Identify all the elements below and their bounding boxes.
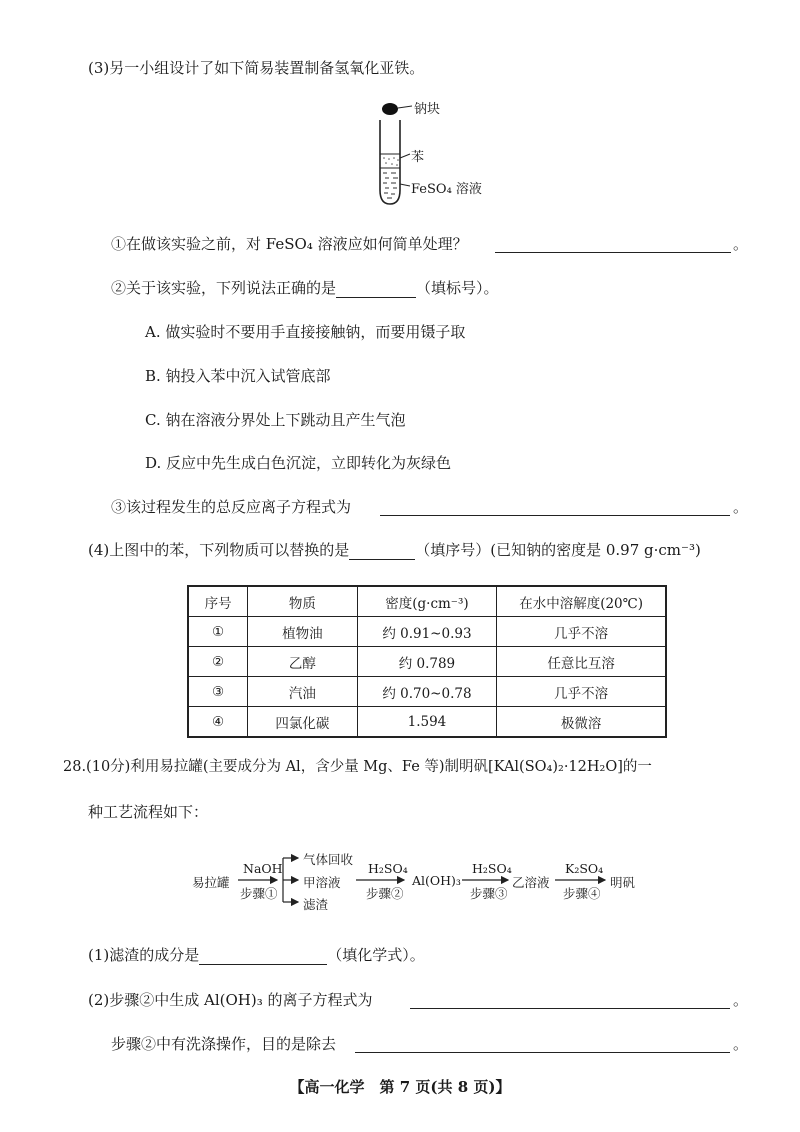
flow-reagent4: K₂SO₄: [565, 861, 604, 876]
flow-branch-bottom: 滤渣: [303, 897, 329, 912]
q27-4-text-a: (4)上图中的苯，下列物质可以替换的是: [88, 541, 350, 559]
label-sodium: 钠块: [414, 102, 441, 117]
q27-3-sub1-text: ①在做该实验之前，对 FeSO₄ 溶液应如何简单处理？: [111, 235, 468, 253]
flow-product4: 明矾: [610, 875, 636, 890]
table-cell: 植物油: [248, 617, 357, 647]
flow-branch-mid: 甲溶液: [303, 875, 341, 890]
flow-step1: 步骤①: [240, 886, 278, 901]
table-cell: 极微溶: [497, 707, 666, 738]
q27-3-sub1: [111, 234, 468, 254]
q27-3-sub2: [111, 278, 499, 298]
table-header: 在水中溶解度(20℃): [497, 586, 666, 617]
answer-blank-q28-1[interactable]: [199, 948, 327, 965]
answer-blank-sub1[interactable]: [495, 236, 731, 253]
table-row: [188, 617, 666, 647]
table-cell: 1.594: [357, 707, 497, 738]
table-cell: 约 0.91~0.93: [357, 617, 497, 647]
q27-4-text-b: （填序号）(已知钠的密度是 0.97 g·cm⁻³): [415, 541, 701, 559]
q27-3-sub3-text: ③该过程发生的总反应离子方程式为: [111, 498, 352, 516]
table-cell: 几乎不溶: [497, 677, 666, 707]
option-c: C. 钠在溶液分界处上下跳动且产生气泡: [145, 411, 406, 429]
sub1-period: 。: [733, 235, 749, 253]
table-cell: ③: [188, 677, 248, 707]
table-cell: 汽油: [248, 677, 357, 707]
table-header: 序号: [188, 586, 248, 617]
q28-1-text-b: （填化学式）。: [327, 946, 425, 964]
answer-blank-q4[interactable]: [349, 543, 415, 560]
table-cell: 约 0.789: [357, 647, 497, 677]
q28-intro-line1: 28.(10分)利用易拉罐(主要成分为 Al，含少量 Mg、Fe 等)制明矾[KAl(SO₄)₂·12H₂O]的一: [63, 759, 652, 775]
table-cell: ④: [188, 707, 248, 738]
density-table: [187, 585, 667, 738]
flow-step4: 步骤④: [563, 886, 601, 901]
page-footer: 【高一化学 第 7 页(共 8 页)】: [289, 1078, 511, 1096]
q27-3-heading: (3)另一小组设计了如下简易装置制备氢氧化亚铁。: [88, 59, 425, 77]
q28-2-period: 。: [733, 991, 749, 1009]
q28-2-text: (2)步骤②中生成 Al(OH)₃ 的离子方程式为: [88, 991, 373, 1009]
q28-2b-period: 。: [733, 1035, 749, 1053]
table-row: [188, 707, 666, 738]
table-header: 密度(g·cm⁻³): [357, 586, 497, 617]
q28-1-text-a: (1)滤渣的成分是: [88, 946, 200, 964]
table-cell: 几乎不溶: [497, 617, 666, 647]
option-b: B. 钠投入苯中沉入试管底部: [145, 367, 331, 385]
flow-product3: 乙溶液: [512, 875, 550, 890]
test-tube-icon: [380, 120, 400, 204]
flow-step2: 步骤②: [366, 886, 404, 901]
table-row: [188, 647, 666, 677]
table-cell: 约 0.70~0.78: [357, 677, 497, 707]
sub3-period: 。: [733, 498, 749, 516]
option-d: D. 反应中先生成白色沉淀，立即转化为灰绿色: [145, 454, 452, 472]
q27-3-sub2-text-a: ②关于该实验，下列说法正确的是: [111, 279, 337, 297]
flow-step3: 步骤③: [470, 886, 508, 901]
label-benzene: 苯: [411, 150, 425, 165]
q28-1-line: [88, 945, 425, 965]
answer-blank-q28-2[interactable]: [410, 992, 730, 1009]
flow-branch-top: 气体回收: [303, 852, 354, 867]
flow-reagent3: H₂SO₄: [472, 861, 512, 876]
answer-blank-sub2[interactable]: [336, 281, 416, 298]
q27-4-line: [88, 540, 701, 560]
flow-reagent1: NaOH: [243, 861, 283, 876]
table-header: 物质: [248, 586, 357, 617]
answer-blank-q28-2b[interactable]: [355, 1036, 730, 1053]
table-header-row: [188, 586, 666, 617]
table-cell: 乙醇: [248, 647, 357, 677]
label-feso4: FeSO₄ 溶液: [411, 182, 482, 197]
table-cell: ②: [188, 647, 248, 677]
q28-2b-text: 步骤②中有洗涤操作，目的是除去: [111, 1035, 337, 1053]
sodium-block-icon: [382, 103, 398, 115]
flow-reagent2: H₂SO₄: [368, 861, 408, 876]
table-row: [188, 677, 666, 707]
flow-product2: Al(OH)₃: [412, 873, 461, 888]
option-a: A. 做实验时不要用手直接接触钠，而要用镊子取: [145, 323, 466, 341]
q27-3-sub2-text-b: （填标号）。: [416, 279, 499, 297]
answer-blank-sub3[interactable]: [380, 499, 730, 516]
table-cell: 任意比互溶: [497, 647, 666, 677]
table-cell: ①: [188, 617, 248, 647]
flow-start: 易拉罐: [192, 875, 230, 890]
table-cell: 四氯化碳: [248, 707, 357, 738]
q28-intro-line2: 种工艺流程如下：: [88, 803, 209, 821]
